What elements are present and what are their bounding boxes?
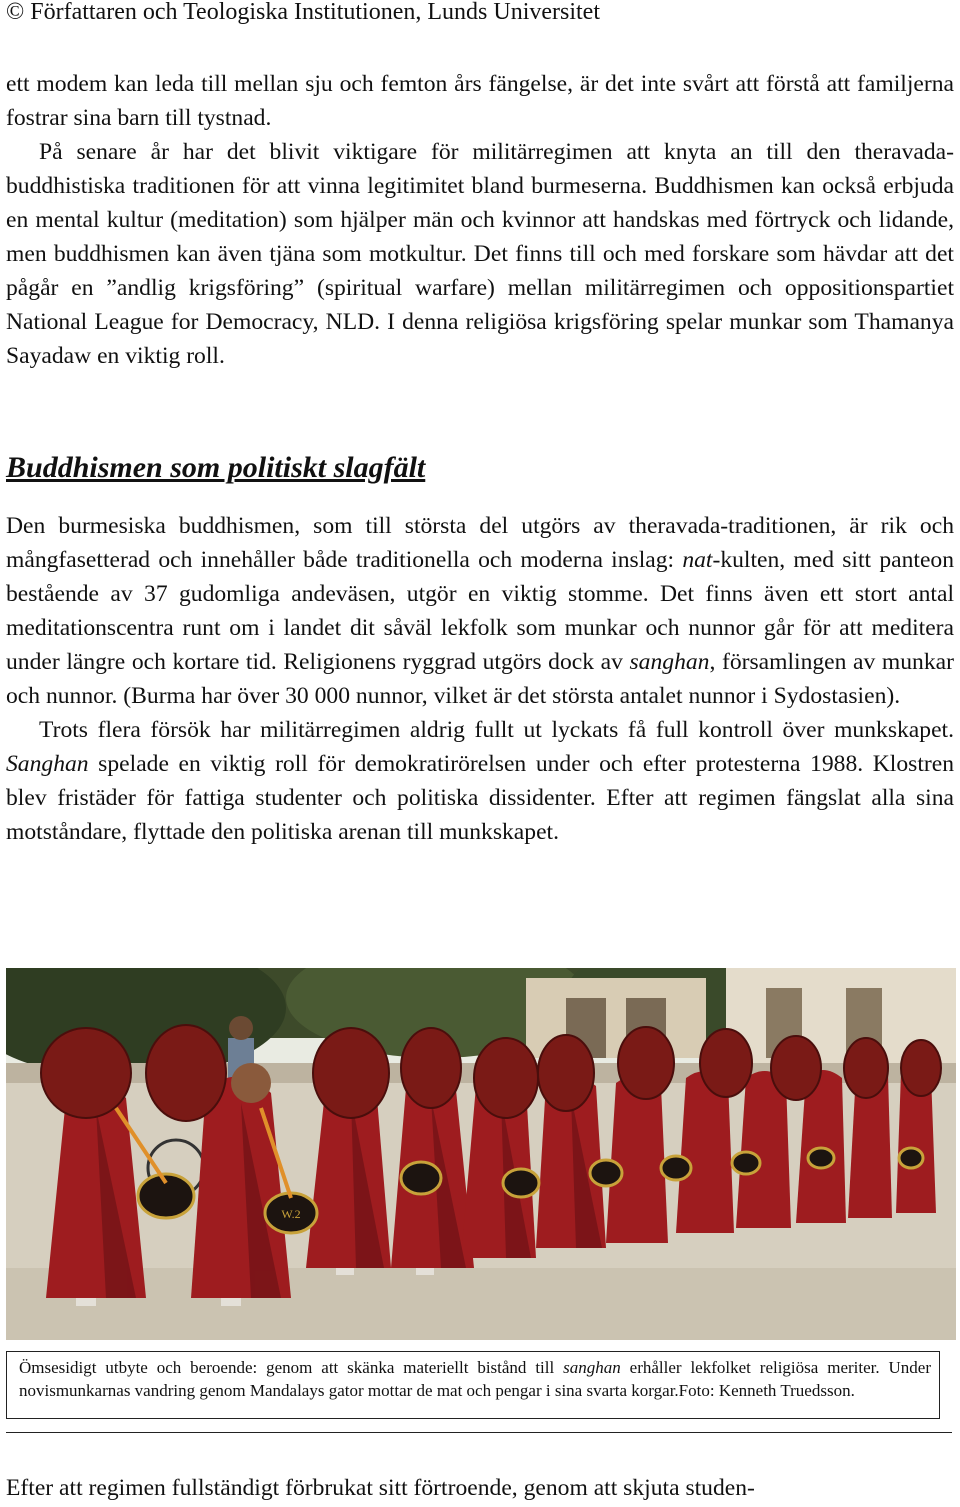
italic-term: nat <box>682 547 713 573</box>
paragraph <box>6 509 954 713</box>
text-run: Den burmesiska buddhismen, som till största del utgörs av theravada-traditionen, är rik och mångfasetterad och innehåller både traditionella och moderna inslag: <box>6 513 954 573</box>
text-run: spelade en viktig roll för demokratirörelsen under och efter protesterna 1988. Klostren blev fristäder för fattiga studenter och politiska dissidenter. Efter att regimen fängslat alla sina motståndare, flyttade den politiska arenan till munkskapet. <box>6 751 954 845</box>
text-run: Trots flera försök har militärregimen aldrig fullt ut lyckats få full kontroll över munkskapet. <box>39 717 954 743</box>
paragraph: På senare år har det blivit viktigare för militärregimen att knyta an till den theravada-buddhistiska traditionen för att vinna legitimitet bland burmeserna. Buddhismen kan också erbjuda en mental kultur (meditation) som hjälper män och kvinnor att handskas med förtryck och lidande, men buddhismen kan även tjäna som motkultur. Det finns till och med forskare som hävdar att det pågår en ”andlig krigsföring” (spiritual warfare) mellan militärregimen och oppositionspartiet National League for Democracy, NLD. I denna religiösa krigsföring spelar munkar som Thamanya Sayadaw en viktig roll. <box>6 139 954 369</box>
photo-monks-procession <box>6 968 956 1340</box>
paragraph <box>6 713 954 849</box>
caption-text: Ömsesidigt utbyte och beroende: genom att skänka materiellt bistånd till <box>19 1358 564 1377</box>
italic-term: Sanghan <box>6 751 89 777</box>
text-run: -kulten, med sitt panteon bestående av 37 gudomliga andeväsen, utgör en viktig stomme. Det finns även ett stort antal meditationscentra runt om i landet dit såväl lekfolk som munkar och nunnor går för att meditera under längre och kortare tid. Religionens ryggrad utgörs dock av <box>6 547 955 675</box>
photo-illustration <box>6 968 956 1340</box>
continued-text: Efter att regimen fullständigt förbrukat sitt förtroende, genom att skjuta studen- <box>6 1475 755 1501</box>
italic-term: sanghan <box>563 1358 621 1377</box>
section-text <box>6 509 954 849</box>
photo-caption <box>6 1351 940 1419</box>
text-run: , församlingen av munkar och nunnor. (Burma har över 30 000 nunnor, vilket är det största antalet nunnor i Sydostasien). <box>6 649 954 709</box>
paragraph: ett modem kan leda till mellan sju och femton års fängelse, är det inte svårt att förstå att familjerna fostrar sina barn till tystnad. <box>6 71 954 131</box>
section-heading: Buddhismen som politiskt slagfält <box>6 451 426 484</box>
caption-text: erhåller lekfolket religiösa meriter. Under novismunkarnas vandring genom Mandalays gator mottar de mat och pengar i sina svarta korgar.Foto: Kenneth Truedsson. <box>19 1358 931 1400</box>
caption-divider <box>6 1432 952 1433</box>
intro-text <box>6 67 954 373</box>
bowl-sign-text: W.2 <box>281 1207 301 1221</box>
italic-term: sanghan <box>629 649 710 675</box>
copyright-header: © Författaren och Teologiska Institutionen, Lunds Universitet <box>6 0 600 25</box>
